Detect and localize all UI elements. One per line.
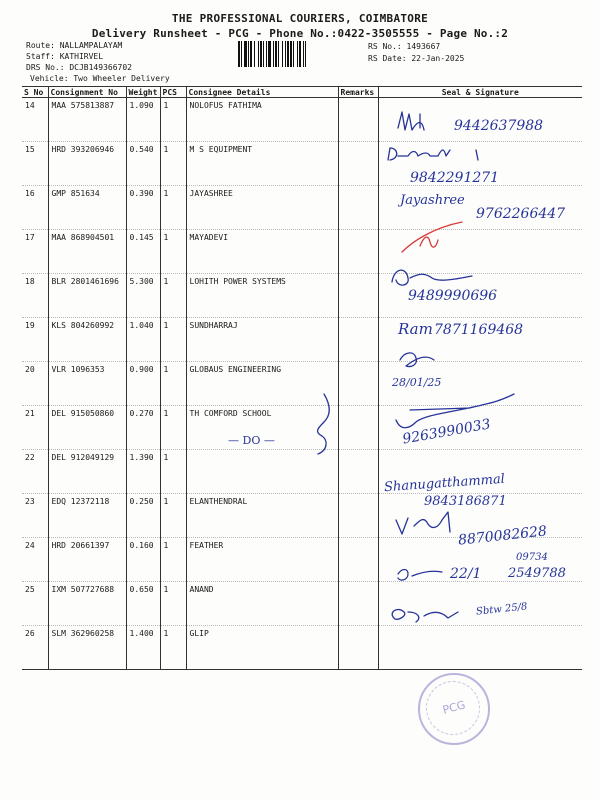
phone-14: 9442637988 <box>454 118 544 134</box>
cell-weight: 0.390 <box>126 186 160 230</box>
table-row <box>22 362 582 406</box>
phone-25-top: 09734 <box>516 552 548 563</box>
cell-consignee: SUNDHARRAJ <box>186 318 338 362</box>
cell-sno: 22 <box>22 450 48 494</box>
phone-25: 2549788 <box>508 566 566 581</box>
cell-pcs: 1 <box>160 98 186 142</box>
table-row <box>22 98 582 142</box>
cell-remarks <box>338 230 378 274</box>
cell-pcs: 1 <box>160 582 186 626</box>
name-16: Jayashree <box>400 193 465 208</box>
barcode-bar <box>258 41 259 67</box>
cell-consignment: DEL 915050860 <box>48 406 126 450</box>
phone-19: 7871169468 <box>434 322 524 338</box>
table-row <box>22 318 582 362</box>
cell-weight: 1.040 <box>126 318 160 362</box>
cell-remarks <box>338 494 378 538</box>
col-signature: Seal & Signature <box>378 87 582 98</box>
cell-consignee: FEATHER <box>186 538 338 582</box>
cell-sno: 23 <box>22 494 48 538</box>
cell-sno: 20 <box>22 362 48 406</box>
cell-sno: 14 <box>22 98 48 142</box>
cell-sno: 26 <box>22 626 48 670</box>
cell-remarks <box>338 450 378 494</box>
phone-18: 9489990696 <box>408 288 498 304</box>
barcode-bar <box>285 41 286 67</box>
table-row <box>22 142 582 186</box>
cell-consignment: EDQ 12372118 <box>48 494 126 538</box>
cell-sno: 24 <box>22 538 48 582</box>
table-row <box>22 626 582 670</box>
barcode-bar <box>282 41 283 67</box>
cell-consignment: HRD 20661397 <box>48 538 126 582</box>
cell-pcs: 1 <box>160 230 186 274</box>
cell-signature <box>378 186 582 230</box>
drs-number: DRS No.: DCJB149366702 <box>26 63 132 72</box>
date-25: 22/1 <box>450 566 482 582</box>
cell-weight: 0.160 <box>126 538 160 582</box>
cell-sno: 16 <box>22 186 48 230</box>
rs-number: RS No.: 1493667 <box>368 42 441 51</box>
cell-consignment: VLR 1096353 <box>48 362 126 406</box>
col-consignee: Consignee Details <box>186 87 338 98</box>
table-row <box>22 450 582 494</box>
cell-weight: 1.390 <box>126 450 160 494</box>
table-row <box>22 274 582 318</box>
cell-sno: 17 <box>22 230 48 274</box>
col-pcs: PCS <box>160 87 186 98</box>
cell-consignment: DEL 912049129 <box>48 450 126 494</box>
cell-sno: 15 <box>22 142 48 186</box>
cell-consignment: HRD 393206946 <box>48 142 126 186</box>
cell-signature <box>378 582 582 626</box>
barcode-bar <box>297 41 298 67</box>
table-header-row <box>22 87 582 98</box>
table-row <box>22 186 582 230</box>
barcode-bar <box>273 41 274 67</box>
barcode-bar <box>238 41 240 67</box>
date-20: 28/01/25 <box>392 376 442 389</box>
cell-consignee: GLIP <box>186 626 338 670</box>
table-row <box>22 230 582 274</box>
cell-signature <box>378 98 582 142</box>
ditto-22: — DO — <box>228 434 275 447</box>
cell-weight: 0.145 <box>126 230 160 274</box>
cell-pcs: 1 <box>160 538 186 582</box>
cell-weight: 0.650 <box>126 582 160 626</box>
cell-weight: 0.250 <box>126 494 160 538</box>
cell-signature <box>378 230 582 274</box>
barcode-bar <box>293 41 294 67</box>
cell-weight: 0.270 <box>126 406 160 450</box>
initials-19: Ram <box>398 320 433 338</box>
cell-weight: 1.400 <box>126 626 160 670</box>
cell-remarks <box>338 538 378 582</box>
runsheet-title: Delivery Runsheet - PCG - Phone No.:0422-3505555 - Page No.:2 <box>91 27 509 40</box>
barcode-bar <box>299 41 301 67</box>
cell-remarks <box>338 406 378 450</box>
rs-date: RS Date: 22-Jan-2025 <box>368 54 465 63</box>
phone-23: 9843186871 <box>424 494 507 509</box>
barcode-bar <box>266 41 267 67</box>
note-26: Sbtw 25/8 <box>475 601 528 618</box>
cell-signature <box>378 538 582 582</box>
cell-consignee <box>186 450 338 494</box>
phone-16: 9762266447 <box>476 206 566 222</box>
barcode-bar <box>250 41 252 67</box>
barcode-bar <box>290 41 292 67</box>
cell-signature <box>378 274 582 318</box>
barcode-bar <box>287 41 289 67</box>
cell-pcs: 1 <box>160 318 186 362</box>
cell-consignment: MAA 575813887 <box>48 98 126 142</box>
cell-signature <box>378 626 582 670</box>
cell-remarks <box>338 582 378 626</box>
company-title: THE PROFESSIONAL COURIERS, COIMBATORE <box>171 12 429 25</box>
cell-signature <box>378 318 582 362</box>
vehicle-label: Vehicle: Two Wheeler Delivery <box>30 74 170 83</box>
table-row <box>22 582 582 626</box>
cell-consignment: GMP 851634 <box>48 186 126 230</box>
cell-signature <box>378 362 582 406</box>
col-weight: Weight <box>126 87 160 98</box>
pcg-stamp <box>418 673 490 745</box>
cell-pcs: 1 <box>160 142 186 186</box>
barcode-bar <box>241 41 242 67</box>
cell-signature <box>378 142 582 186</box>
cell-remarks <box>338 626 378 670</box>
cell-sno: 21 <box>22 406 48 450</box>
col-sno: S No <box>22 87 48 98</box>
cell-consignee: LOHITH POWER SYSTEMS <box>186 274 338 318</box>
cell-consignment: MAA 868904501 <box>48 230 126 274</box>
cell-consignee: NOLOFUS FATHIMA <box>186 98 338 142</box>
barcode-bar <box>260 41 262 67</box>
cell-consignee: JAYASHREE <box>186 186 338 230</box>
cell-sno: 18 <box>22 274 48 318</box>
table-row <box>22 538 582 582</box>
barcode-bar <box>268 41 271 67</box>
cell-remarks <box>338 362 378 406</box>
cell-signature <box>378 406 582 450</box>
cell-consignee: MAYADEVI <box>186 230 338 274</box>
cell-pcs: 1 <box>160 406 186 450</box>
cell-weight: 0.540 <box>126 142 160 186</box>
cell-consignment: SLM 362960258 <box>48 626 126 670</box>
cell-pcs: 1 <box>160 274 186 318</box>
phone-24: 8870082628 <box>457 523 548 549</box>
cell-consignee: ELANTHENDRAL <box>186 494 338 538</box>
phone-15: 9842291271 <box>410 170 500 186</box>
cell-pcs: 1 <box>160 494 186 538</box>
cell-signature <box>378 494 582 538</box>
name-23: Shanugatthammal <box>383 471 506 496</box>
cell-pcs: 1 <box>160 362 186 406</box>
phone-22: 9263990033 <box>401 416 492 448</box>
barcode-bar <box>305 41 306 67</box>
cell-remarks <box>338 274 378 318</box>
barcode-bar <box>244 41 247 67</box>
cell-consignment: BLR 2801461696 <box>48 274 126 318</box>
cell-pcs: 1 <box>160 626 186 670</box>
barcode <box>238 41 362 67</box>
cell-remarks <box>338 186 378 230</box>
cell-remarks <box>338 98 378 142</box>
cell-consignee: GLOBAUS ENGINEERING <box>186 362 338 406</box>
stamp-text: PCG <box>441 698 467 717</box>
runsheet-table <box>22 86 582 670</box>
cell-consignment: KLS 804260992 <box>48 318 126 362</box>
route-label: Route: NALLAMPALAYAM <box>26 41 123 50</box>
barcode-bar <box>248 41 249 67</box>
cell-consignment: IXM 507727688 <box>48 582 126 626</box>
cell-consignee: TH COMFORD SCHOOL <box>186 406 338 450</box>
barcode-bar <box>254 41 255 67</box>
cell-signature <box>378 450 582 494</box>
cell-remarks <box>338 142 378 186</box>
barcode-bar <box>263 41 264 67</box>
col-remarks: Remarks <box>338 87 378 98</box>
table-row <box>22 406 582 450</box>
cell-consignee: M S EQUIPMENT <box>186 142 338 186</box>
cell-remarks <box>338 318 378 362</box>
cell-consignee: ANAND <box>186 582 338 626</box>
staff-label: Staff: KATHIRVEL <box>26 52 104 61</box>
cell-pcs: 1 <box>160 450 186 494</box>
cell-weight: 1.090 <box>126 98 160 142</box>
cell-sno: 25 <box>22 582 48 626</box>
barcode-bar <box>275 41 277 67</box>
barcode-bar <box>303 41 304 67</box>
cell-weight: 5.300 <box>126 274 160 318</box>
col-consignment: Consignment No <box>48 87 126 98</box>
cell-pcs: 1 <box>160 186 186 230</box>
cell-weight: 0.900 <box>126 362 160 406</box>
cell-sno: 19 <box>22 318 48 362</box>
barcode-bar <box>278 41 279 67</box>
table-row <box>22 494 582 538</box>
